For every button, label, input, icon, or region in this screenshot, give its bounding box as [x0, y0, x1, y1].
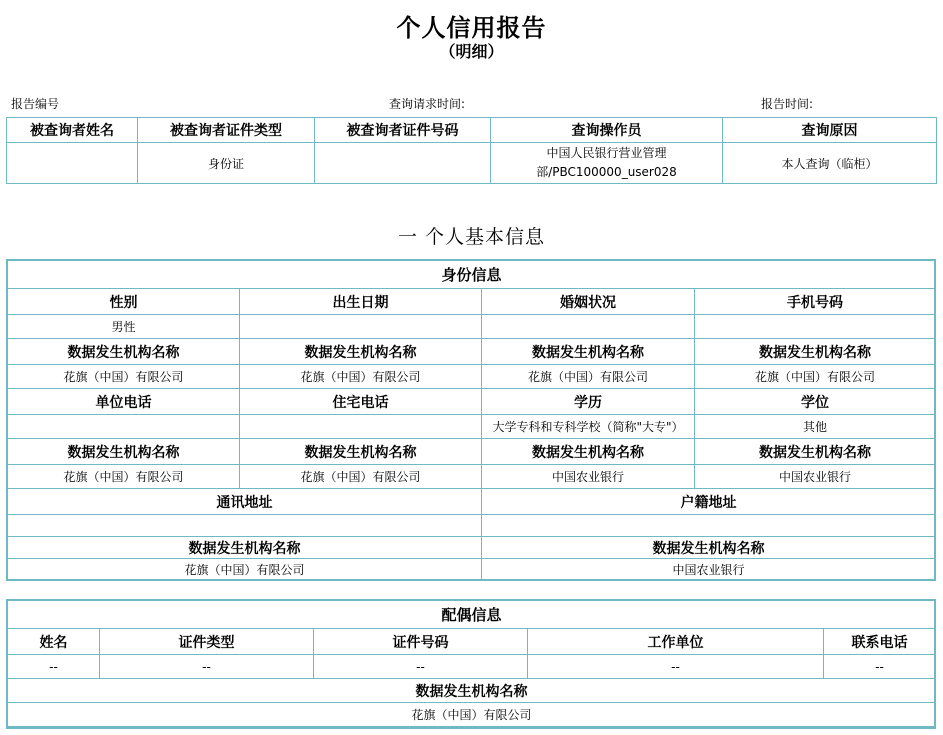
mailing-address-label: 通讯地址 — [8, 489, 482, 515]
identity-info-title: 身份信息 — [8, 261, 936, 289]
spouse-id-type-value: -- — [100, 655, 314, 679]
queried-name-value — [7, 143, 138, 184]
marital-status-value — [482, 315, 695, 339]
queried-id-number-value — [315, 143, 491, 184]
home-phone-value — [240, 415, 482, 439]
org-name-value: 中国农业银行 — [482, 559, 936, 581]
degree-value: 其他 — [695, 415, 936, 439]
header-queried-name: 被查询者姓名 — [7, 118, 138, 143]
header-query-operator: 查询操作员 — [491, 118, 723, 143]
org-name-value: 花旗（中国）有限公司 — [8, 365, 240, 389]
education-label: 学历 — [482, 389, 695, 415]
org-name-label: 数据发生机构名称 — [482, 339, 695, 365]
org-name-value: 花旗（中国）有限公司 — [482, 365, 695, 389]
home-phone-label: 住宅电话 — [240, 389, 482, 415]
query-operator-value — [491, 143, 723, 184]
queried-id-type-value: 身份证 — [138, 143, 315, 184]
spouse-info-table — [7, 600, 936, 727]
org-name-value: 中国农业银行 — [695, 465, 936, 489]
header-query-reason: 查询原因 — [723, 118, 937, 143]
org-name-label: 数据发生机构名称 — [695, 439, 936, 465]
marital-status-label: 婚姻状况 — [482, 289, 695, 315]
org-name-label: 数据发生机构名称 — [482, 439, 695, 465]
spouse-id-number-value: -- — [314, 655, 528, 679]
gender-label: 性别 — [8, 289, 240, 315]
org-name-value: 花旗（中国）有限公司 — [8, 559, 482, 581]
report-time-label: 报告时间: — [761, 97, 814, 111]
query-operator-line1: 中国人民银行营业管理 — [546, 146, 667, 160]
query-reason-value: 本人查询（临柜） — [723, 143, 937, 184]
spouse-employer-label: 工作单位 — [528, 629, 824, 655]
gender-value: 男性 — [8, 315, 240, 339]
org-name-value: 花旗（中国）有限公司 — [240, 365, 482, 389]
org-name-label: 数据发生机构名称 — [240, 439, 482, 465]
org-name-label: 数据发生机构名称 — [8, 537, 482, 559]
org-name-label: 数据发生机构名称 — [482, 537, 936, 559]
org-name-label: 数据发生机构名称 — [240, 339, 482, 365]
org-name-label: 数据发生机构名称 — [8, 439, 240, 465]
spouse-name-value: -- — [8, 655, 100, 679]
birth-date-value — [240, 315, 482, 339]
spouse-employer-value: -- — [528, 655, 824, 679]
mobile-number-label: 手机号码 — [695, 289, 936, 315]
spouse-id-number-label: 证件号码 — [314, 629, 528, 655]
birth-date-label: 出生日期 — [240, 289, 482, 315]
report-number-label: 报告编号 — [11, 97, 60, 111]
report-title: 个人信用报告 — [396, 14, 547, 42]
work-phone-value — [8, 415, 240, 439]
identity-info-table — [7, 260, 936, 581]
query-info-table — [6, 117, 937, 184]
query-request-time-label: 查询请求时间: — [389, 97, 466, 111]
spouse-phone-value: -- — [824, 655, 936, 679]
mobile-number-value — [695, 315, 936, 339]
spouse-name-label: 姓名 — [8, 629, 100, 655]
work-phone-label: 单位电话 — [8, 389, 240, 415]
spouse-info-title: 配偶信息 — [8, 601, 936, 629]
spouse-org-name-label: 数据发生机构名称 — [8, 679, 936, 703]
org-name-value: 花旗（中国）有限公司 — [240, 465, 482, 489]
org-name-label: 数据发生机构名称 — [8, 339, 240, 365]
spouse-id-type-label: 证件类型 — [100, 629, 314, 655]
org-name-value: 中国农业银行 — [482, 465, 695, 489]
org-name-value: 花旗（中国）有限公司 — [695, 365, 936, 389]
report-subtitle: （明细） — [439, 42, 504, 61]
org-name-label: 数据发生机构名称 — [695, 339, 936, 365]
spouse-org-name-value: 花旗（中国）有限公司 — [8, 703, 936, 727]
header-queried-id-number: 被查询者证件号码 — [315, 118, 491, 143]
spouse-phone-label: 联系电话 — [824, 629, 936, 655]
education-value: 大学专科和专科学校（简称"大专"） — [482, 415, 695, 439]
query-operator-line2: 部/PBC100000_user028 — [536, 165, 677, 179]
degree-label: 学位 — [695, 389, 936, 415]
mailing-address-value — [8, 515, 482, 537]
org-name-value: 花旗（中国）有限公司 — [8, 465, 240, 489]
household-address-value — [482, 515, 936, 537]
section-basic-info-title: 一 个人基本信息 — [397, 226, 546, 248]
household-address-label: 户籍地址 — [482, 489, 936, 515]
header-queried-id-type: 被查询者证件类型 — [138, 118, 315, 143]
